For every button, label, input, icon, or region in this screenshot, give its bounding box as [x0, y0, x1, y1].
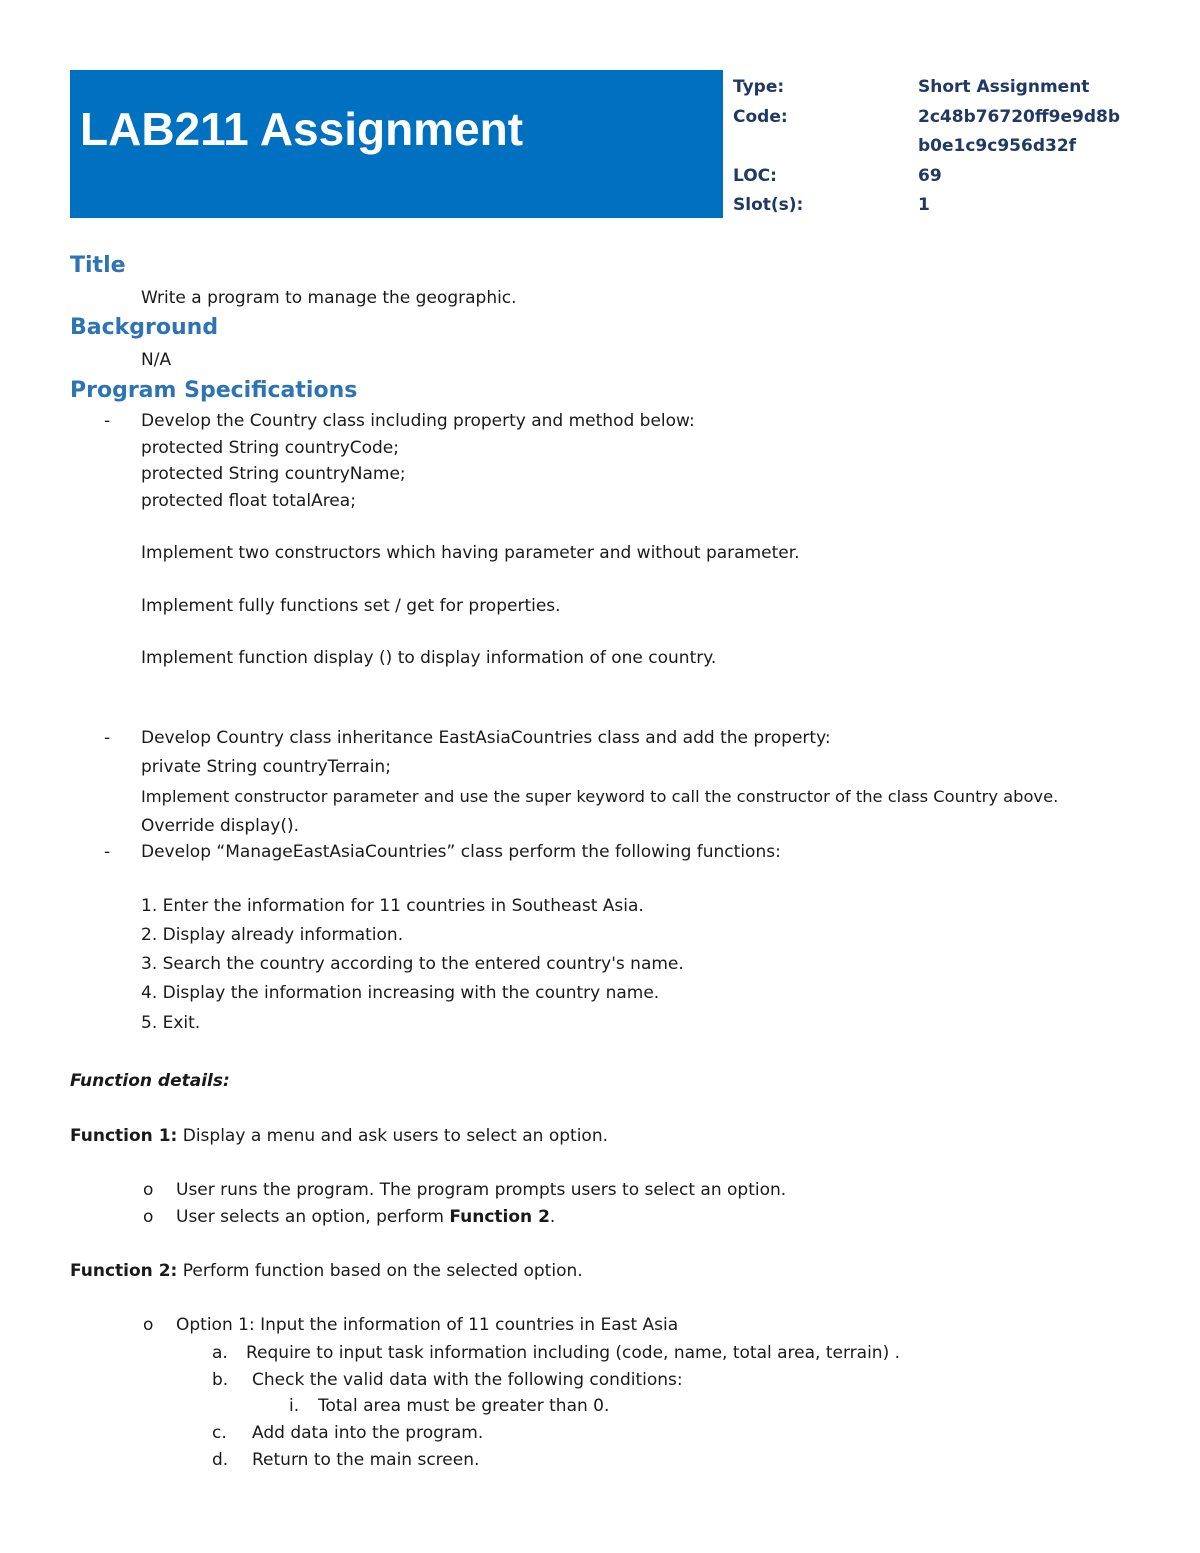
- step-marker: d.: [212, 1450, 229, 1470]
- meta-type-value: Short Assignment: [918, 77, 1090, 97]
- menu-option: 4. Display the information increasing with the country name.: [141, 983, 660, 1003]
- function-details-heading: Function details:: [70, 1071, 230, 1091]
- step-text: Require to input task information including (code, name, total area, terrain) .: [246, 1343, 901, 1363]
- function1-bullet1: User runs the program. The program prompts users to select an option.: [176, 1180, 787, 1200]
- function2-text: Perform function based on the selected option.: [177, 1261, 583, 1281]
- meta-slots-value: 1: [918, 195, 930, 215]
- bullet-o: o: [143, 1180, 154, 1200]
- spec-item2-line: private String countryTerrain;: [141, 757, 391, 777]
- meta-code-label: Code:: [733, 107, 788, 127]
- title-heading: Title: [70, 253, 126, 278]
- step-text: Total area must be greater than 0.: [318, 1396, 610, 1416]
- document-title: LAB211 Assignment: [80, 103, 524, 155]
- function1-label: Function 1:: [70, 1126, 178, 1146]
- function1-bullet2: User selects an option, perform Function 2.: [176, 1207, 556, 1227]
- spec-item2-lead: Develop Country class inheritance EastAsiaCountries class and add the property:: [141, 728, 831, 748]
- step-text: Check the valid data with the following conditions:: [252, 1370, 683, 1390]
- step-text: Add data into the program.: [252, 1423, 484, 1443]
- spec-item1-impl: Implement fully functions set / get for properties.: [141, 596, 561, 616]
- meta-code-value-cont: b0e1c9c956d32f: [918, 136, 1077, 156]
- spec-item1-impl: Implement two constructors which having parameter and without parameter.: [141, 543, 800, 563]
- background-text: N/A: [141, 350, 172, 370]
- title-text: Write a program to manage the geographic.: [141, 288, 517, 308]
- meta-loc-value: 69: [918, 166, 942, 186]
- step-marker: a.: [212, 1343, 228, 1363]
- step-marker: i.: [289, 1396, 300, 1416]
- function1-text: Display a menu and ask users to select an option.: [177, 1126, 608, 1146]
- spec-item1-impl: Implement function display () to display information of one country.: [141, 648, 717, 668]
- spec-bullet-dash: -: [104, 842, 111, 862]
- bullet-o: o: [143, 1207, 154, 1227]
- spec-item1-line: protected String countryName;: [141, 464, 406, 484]
- menu-option: 5. Exit.: [141, 1013, 201, 1033]
- background-heading: Background: [70, 315, 219, 340]
- step-marker: b.: [212, 1370, 229, 1390]
- menu-option: 2. Display already information.: [141, 925, 404, 945]
- meta-slots-label: Slot(s):: [733, 195, 804, 215]
- spec-bullet-dash: -: [104, 411, 111, 431]
- spec-item2-line: Implement constructor parameter and use the super keyword to call the constructor of the class Country above.: [141, 787, 1059, 806]
- spec-bullet-dash: -: [104, 728, 111, 748]
- spec-item1-lead: Develop the Country class including property and method below:: [141, 411, 695, 431]
- meta-type-label: Type:: [733, 77, 785, 97]
- step-marker: c.: [212, 1423, 227, 1443]
- bullet-o: o: [143, 1315, 154, 1335]
- function2-line: [70, 1260, 583, 1282]
- function1-line: [70, 1125, 608, 1147]
- spec-heading: Program Specifications: [70, 378, 358, 403]
- spec-item1-line: protected float totalArea;: [141, 491, 356, 511]
- spec-item2-line: Override display().: [141, 816, 299, 836]
- function2-label: Function 2:: [70, 1261, 178, 1281]
- spec-item1-line: protected String countryCode;: [141, 438, 399, 458]
- spec-item3-lead: Develop “ManageEastAsiaCountries” class perform the following functions:: [141, 842, 781, 862]
- function2-option1: Option 1: Input the information of 11 countries in East Asia: [176, 1315, 679, 1335]
- header-banner: [70, 70, 723, 218]
- menu-option: 3. Search the country according to the entered country's name.: [141, 954, 684, 974]
- menu-option: 1. Enter the information for 11 countries in Southeast Asia.: [141, 896, 644, 916]
- meta-loc-label: LOC:: [733, 166, 777, 186]
- step-text: Return to the main screen.: [252, 1450, 480, 1470]
- meta-code-value: 2c48b76720ff9e9d8b: [918, 107, 1120, 127]
